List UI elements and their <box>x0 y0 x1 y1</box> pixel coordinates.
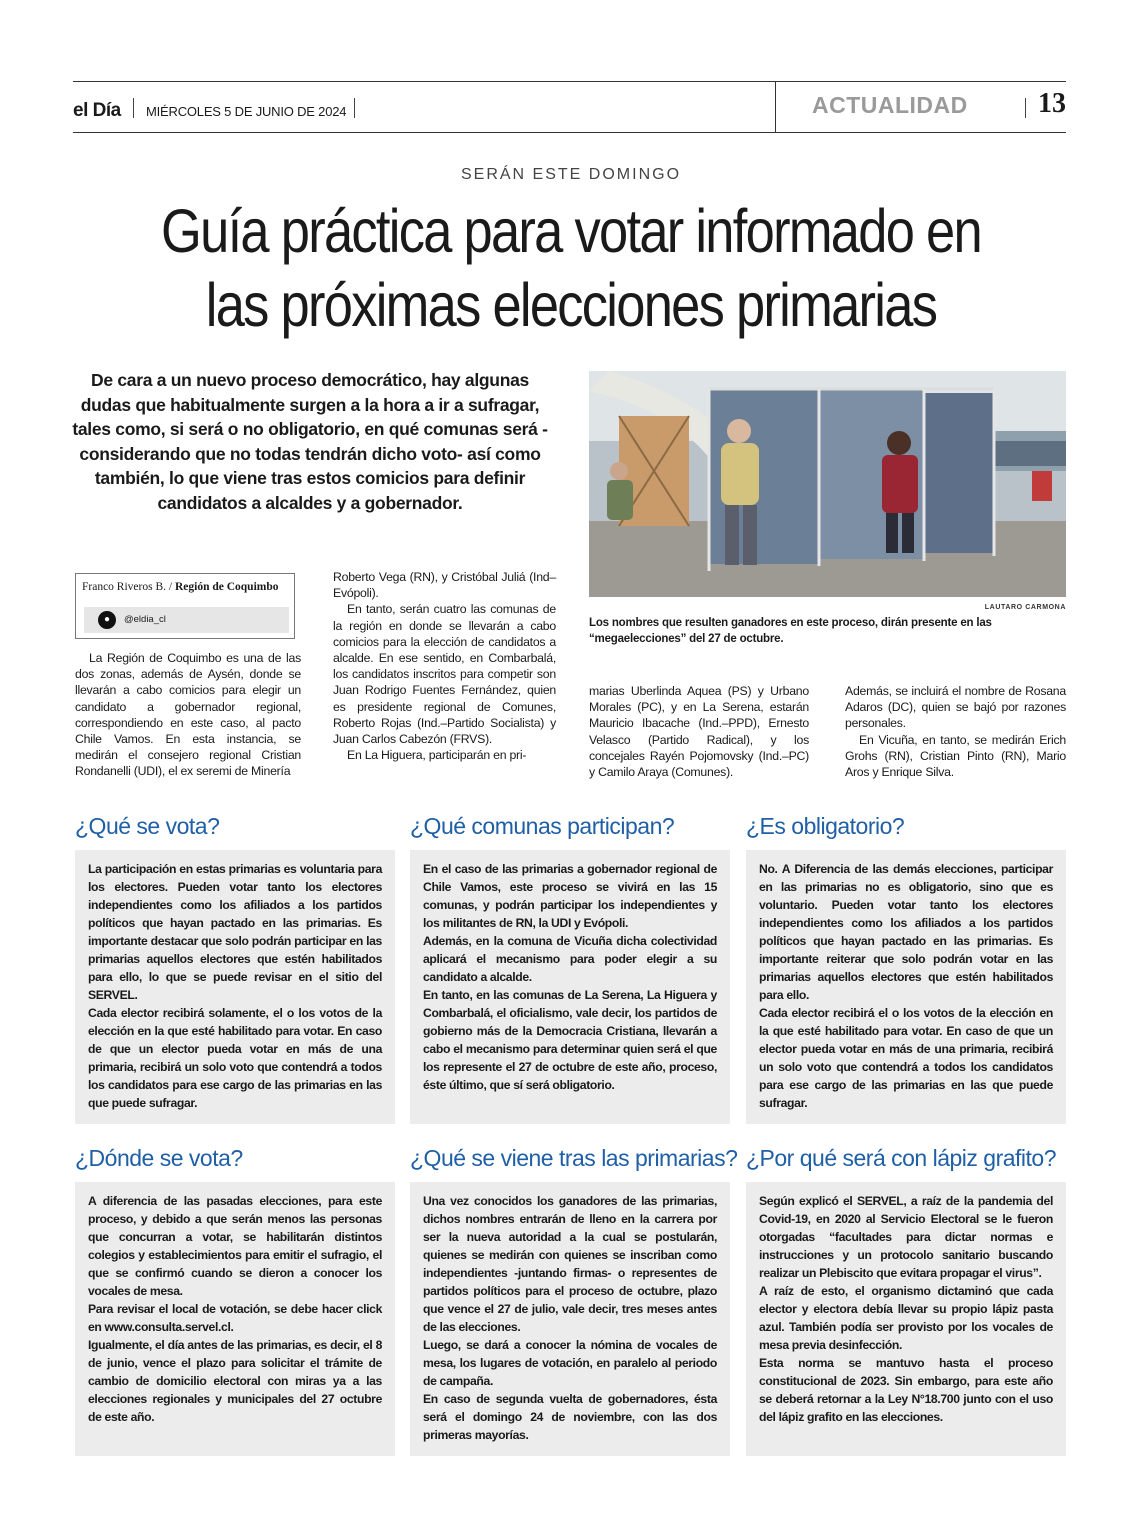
body-column-2 <box>333 569 556 763</box>
paragraph: En La Higuera, participarán en pri- <box>347 748 527 763</box>
box-comunas <box>410 850 730 1124</box>
box-paragraph: La participación en estas primarias es voluntaria para los electores. Pueden votar tanto los electores independientes como los afiliados a los partidos políticos que hayan pactado en las primarias. Es importante destacar que solo podrán participar en las primarias aquellos electores que estén habilitados para ello, lo que se puede revisar en el sitio del SERVEL. <box>88 862 382 1002</box>
box-donde-se-vota <box>75 1182 395 1456</box>
voting-booths-photo <box>589 371 1066 597</box>
byline-text <box>82 581 279 593</box>
box-tras-primarias <box>410 1182 730 1456</box>
box-paragraph: Una vez conocidos los ganadores de las primarias, dichos nombres entrarán de lleno en la carrera por ser la nueva autoridad a la cual se postularán, quienes se medirán con quienes se inscriban como independientes -juntando firmas- o representes de partidos políticos para el proceso de octubre, plazo que vence el 27 de julio, vale decir, tres meses antes de las elecciones. <box>423 1194 717 1334</box>
article-title <box>132 194 1011 342</box>
box-paragraph: A diferencia de las pasadas elecciones, para este proceso, y debido a que serán menos las personas que concurran a votar, se habilitarán distintos colegios y establecimientos para emitir el sufragio, el que se confirmó cuando se dieron a conocer los vocales de mesa. <box>88 1194 382 1298</box>
box-paragraph: No. A Diferencia de las demás elecciones, participar en las primarias no es obligatorio, sino que es voluntario. Pueden votar tanto los electores independientes como los afiliados a los partidos políticos que hayan pactado en las primarias. Es importante reiterar que solo podrán votar en las primarias aquellos electores que estén habilitados para ello. <box>759 862 1053 1002</box>
header-divider <box>775 81 776 133</box>
title-line-1: Guía práctica para votar informado en <box>161 197 981 265</box>
box-paragraph: Cada elector recibirá solamente, el o los votos de la elección en la que esté habilitado para votar. En caso de que un elector pueda votar en más de una primaria, recibirá un solo voto que contendrá a todos los candidatos para ese cargo de las primarias en las que puede sufragar. <box>88 1006 382 1110</box>
box-paragraph: En el caso de las primarias a gobernador regional de Chile Vamos, este proceso se vivirá en las 15 comunas, y podrán participar los independientes y los militantes de RN, la UDI y Evópoli. <box>423 862 717 930</box>
box-heading-donde-se-vota: ¿Dónde se vota? <box>75 1145 243 1171</box>
newspaper-logo: el Día <box>73 100 121 121</box>
body-column-3 <box>589 683 809 780</box>
photo-credit: LAUTARO CARMONA <box>984 604 1066 611</box>
page-number: 13 <box>1038 88 1066 119</box>
body-column-4 <box>845 683 1066 780</box>
box-paragraph: Cada elector recibirá el o los votos de la elección en la que esté habilitado para votar. En caso de que un elector pueda votar en más de una primaria, recibirá un solo voto que contendrá a todos los candidatos para ese cargo de las primarias en las que puede sufragar. <box>759 1006 1053 1110</box>
twitter-icon: ● <box>98 611 116 629</box>
voting-booths-illustration <box>589 371 1066 597</box>
box-paragraph: Esta norma se mantuvo hasta el proceso constitucional de 2023. Sin embargo, para este año se deberá retornar a la Ley N°18.700 junto con el uso del lápiz grafito en las elecciones. <box>759 1356 1053 1424</box>
byline-region: Región de Coquimbo <box>174 581 279 593</box>
box-que-se-vota <box>75 850 395 1124</box>
byline-separator: / <box>166 581 175 593</box>
header-pipe <box>133 98 134 118</box>
box-heading-que-se-vota: ¿Qué se vota? <box>75 813 220 839</box>
box-paragraph: Igualmente, el día antes de las primarias, es decir, el 8 de junio, vence el plazo para solicitar el trámite de cambio de domicilio electoral con miras ya a las elecciones regionales y municipales del 27 octubre de este año. <box>88 1338 382 1424</box>
box-paragraph: Según explicó el SERVEL, a raíz de la pandemia del Covid-19, en 2020 al Servicio Electoral se le fueron otorgadas “facultades para dictar normas e instrucciones y un protocolo sanitario buscando realizar un Plebiscito que evitara propagar el virus”. <box>759 1194 1053 1280</box>
social-handle[interactable]: @eldia_cl <box>124 614 166 625</box>
paragraph: Además, se incluirá el nombre de Rosana Adaros (DC), quien se bajó por razones personales. <box>845 684 1066 731</box>
social-handle-bar <box>84 607 289 633</box>
box-paragraph: En tanto, en las comunas de La Serena, La Higuera y Combarbalá, el oficialismo, vale decir, los partidos de gobierno más de la Democracia Cristiana, llevarán a cabo el mecanismo para determinar quien será el que los represente el 27 de octubre de este año, proceso, éste último, que sí será obligatorio. <box>423 988 717 1092</box>
article-kicker: SERÁN ESTE DOMINGO <box>460 166 682 183</box>
box-paragraph: Luego, se dará a conocer la nómina de vocales de mesa, los lugares de votación, en paralelo al periodo de campaña. <box>423 1338 717 1388</box>
photo-caption: Los nombres que resulten ganadores en este proceso, dirán presente en las “megaelecciones” del 27 de octubre. <box>589 617 992 645</box>
header-pipe <box>354 98 355 118</box>
box-lapiz-grafito <box>746 1182 1066 1456</box>
section-name: ACTUALIDAD <box>812 92 968 118</box>
paragraph: En tanto, serán cuatro las comunas de la región en donde se llevarán a cabo comicios para la elección de candidatos a alcalde. En ese sentido, en Combarbalá, los candidatos inscritos para competir son Juan Rodrigo Fuentes Fernández, quien es presidente regional de Comunes, Roberto Rojas (Ind.–Partido Socialista) y Juan Carlos Cabezón (FRVS). <box>333 602 556 747</box>
byline-author: Franco Riveros B. <box>82 581 167 593</box>
paragraph: Roberto Vega (RN), y Cristóbal Juliá (Ind–Evópoli). <box>333 570 556 601</box>
article-lead: De cara a un nuevo proceso democrático, hay algunas dudas que habitualmente surgen a la hora a ir a sufragar, tales como, si será o no obligatorio, en qué comunas será - considerando que no todas tendrán dicho voto- así como también, lo que viene tras estos comicios para definir candidatos a alcaldes y a gobernador. <box>72 370 548 513</box>
byline-box <box>75 573 295 639</box>
box-paragraph: A raíz de esto, el organismo dictaminó que cada elector y electora debía llevar su propio lápiz pasta azul. También podía ser provisto por los vocales de mesa previa desinfección. <box>759 1284 1053 1352</box>
paragraph: En Vicuña, en tanto, se medirán Erich Grohs (RN), Cristian Pinto (RN), Mario Aros y Enrique Silva. <box>845 732 1066 780</box>
paragraph: La Región de Coquimbo es una de las dos zonas, además de Aysén, donde se llevarán a cabo comicios para elegir un candidato a gobernador regional, correspondiendo en este caso, al pacto Chile Vamos. En esta instancia, se medirán el consejero regional Cristian Rondanelli (UDI), el ex seremi de Minería <box>75 651 301 779</box>
box-obligatorio <box>746 850 1066 1124</box>
header-pipe <box>1025 98 1026 118</box>
box-paragraph: En caso de segunda vuelta de gobernadores, ésta será el domingo 24 de noviembre, con las dos primeras mayorías. <box>423 1392 717 1442</box>
header-top-rule <box>73 81 1066 82</box>
body-column-1 <box>75 650 301 780</box>
box-heading-tras-primarias: ¿Qué se viene tras las primarias? <box>410 1145 738 1171</box>
box-paragraph: Además, en la comuna de Vicuña dicha colectividad aplicará el mecanismo para poder elegir a su candidato a alcalde. <box>423 934 717 984</box>
box-paragraph: Para revisar el local de votación, se debe hacer click en www.consulta.servel.cl. <box>88 1302 382 1334</box>
issue-date: MIÉRCOLES 5 DE JUNIO DE 2024 <box>146 104 347 119</box>
box-heading-obligatorio: ¿Es obligatorio? <box>746 813 905 839</box>
paragraph: marias Uberlinda Aquea (PS) y Urbano Morales (PC), y en La Serena, estarán Mauricio Ibacache (Ind.–PPD), Ernesto Velasco (Partido Radical), y los concejales Rayén Pojomovsky (Ind.–PC) y Camilo Araya (Comunes). <box>589 684 809 780</box>
header-bottom-rule <box>73 132 1066 133</box>
box-heading-comunas: ¿Qué comunas participan? <box>410 813 675 839</box>
title-line-2: las próximas elecciones primarias <box>205 271 937 339</box>
box-heading-lapiz-grafito: ¿Por qué será con lápiz grafito? <box>746 1145 1057 1171</box>
